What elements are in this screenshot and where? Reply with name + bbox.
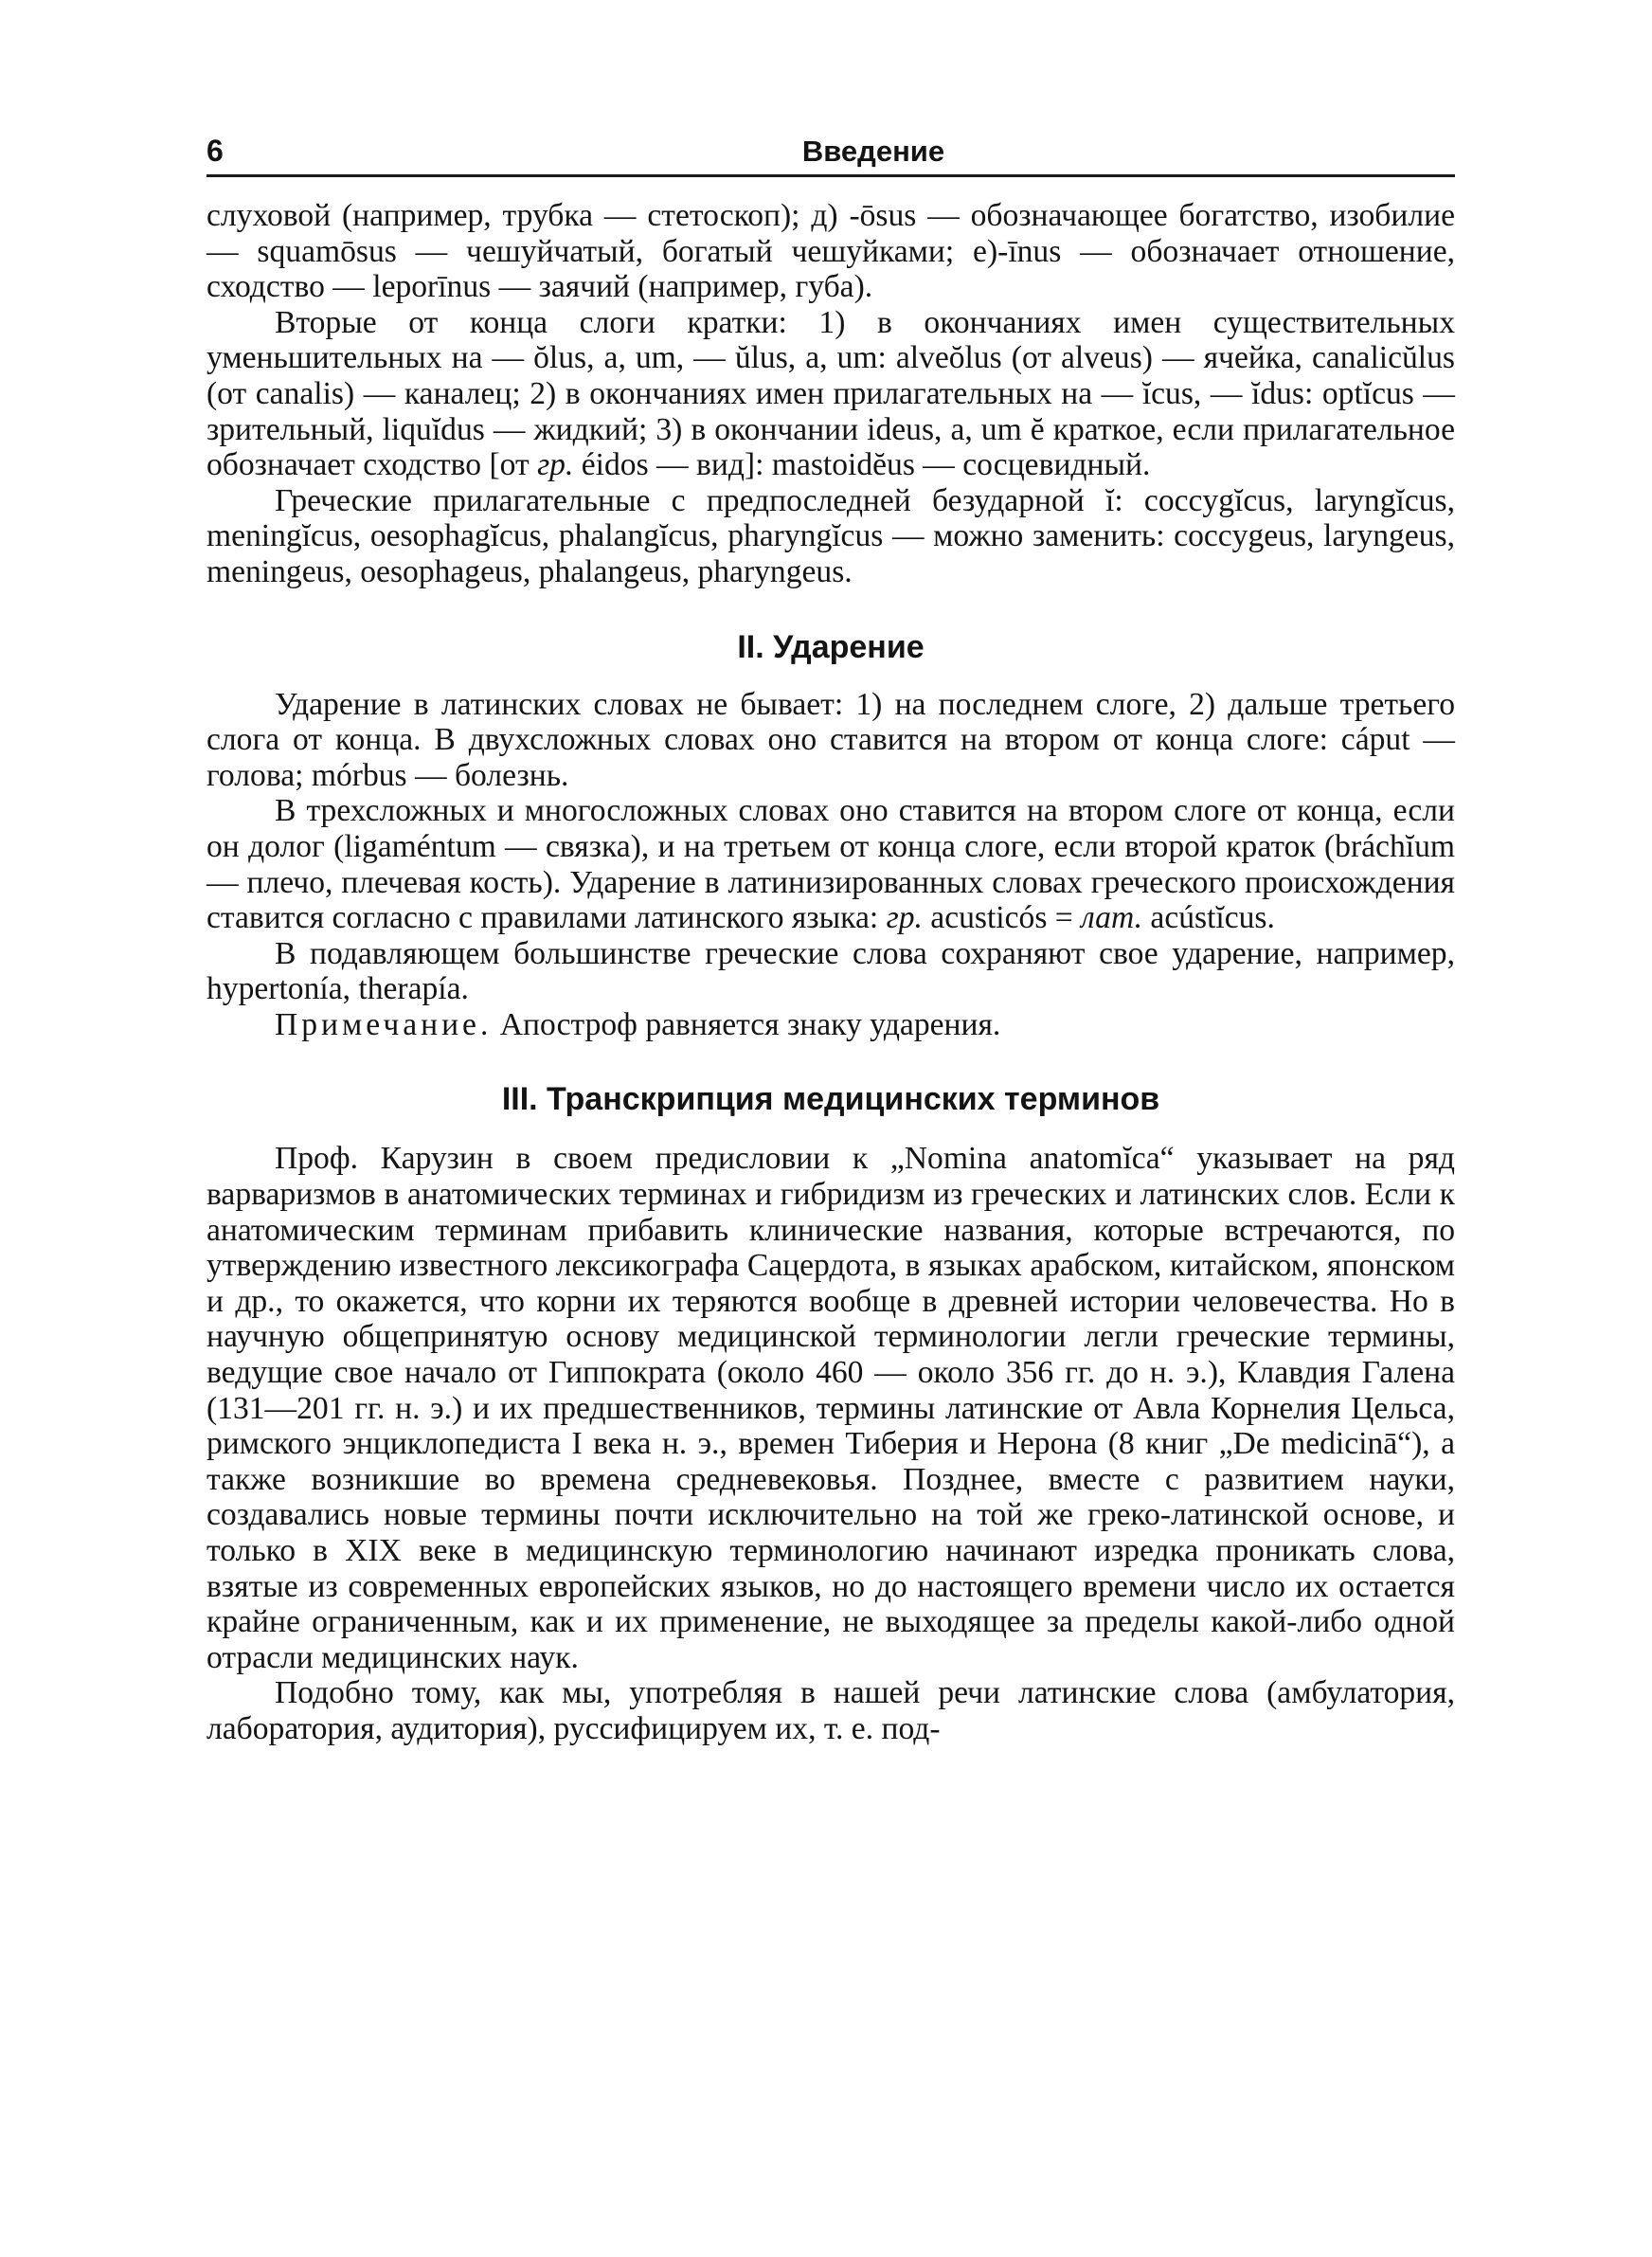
short-syllables-text-1: Вторые от конца слоги кратки: 1) в окончаниях имен существительных уменьшительных на — ŏlus, a, um, — ŭlus, a, um: alveŏlus (от alveus) — ячейка, canalicŭlus (от canalis) — каналец; 2) в окончаниях имен прилагательных на — ĭcus, — ĭdus: optĭcus — зрительный, liquĭdus — жидкий; 3) в окончании ideus, a, um ĕ краткое, если прилагательное обозначает сходство [от [206,304,1455,483]
section-heading-stress: II. Ударение [737,628,925,665]
book-page [206,125,1455,1747]
stress-rules-paragraph: Ударение в латинских словах не бывает: 1) на последнем слоге, 2) дальше третьего слога от конца. В двухсложных словах оно ставится на втором от конца слоге: cáput — голова; mórbus — болезнь. [206,686,1455,793]
greek-adjectives-paragraph: Греческие прилагательные с предпоследней безударной ĭ: coccygĭcus, laryngĭcus, meningĭcus, oesophagĭcus, phalangĭcus, pharyngĭcus — можно заменить: coccygeus, laryngeus, meningeus, oesophageus, phalangeus, pharyngeus. [206,482,1455,589]
running-head [206,125,1455,177]
russification-paragraph: Подобно тому, как мы, употребляя в нашей речи латинские слова (амбулатория, лаборатория, аудитория), руссифицируем их, т. е. под- [206,1675,1455,1746]
short-syllables-paragraph [206,305,1455,483]
polysyllabic-stress-paragraph [206,793,1455,935]
short-syllables-text-2: éidos — вид]: mastoidĕus — сосцевидный. [573,447,1151,483]
intro-continuation-paragraph: слуховой (например, трубка — стетоскоп); д) -ōsus — обозначающее богатство, изобилие — squamōsus — чешуйчатый, богатый чешуйками; е)-īnus — обозначает отношение, сходство — leporīnus — заячий (например, губа). [206,198,1455,305]
transcription-paragraph: Проф. Карузин в своем предисловии к „Nomina anatomĭca“ указывает на ряд варваризмов в анатомических терминах и гибридизм из греческих и латинских слов. Если к анатомическим терминам прибавить клинические названия, которые встречаются, по утверждению известного лексикографа Сацердота, в языках арабском, китайском, японском и др., то окажется, что корни их теряются вообще в древней истории человечества. Но в научную общепринятую основу медицинской терминологии легли греческие термины, ведущие свое начало от Гиппократа (около 460 — около 356 гг. до н. э.), Клавдия Галена (131—201 гг. н. э.) и их предшественников, термины латинские от Авла Корнелия Цельса, римского энциклопедиста I века н. э., времен Тиберия и Нерона (8 книг „De medicinā“), а также возникшие во времена средневековья. Позднее, вместе с развитием науки, создавались новые термины почти исключительно на той же греко-латинской основе, и только в XIX веке в медицинскую терминологию начинают изредка проникать слова, взятые из современных европейских языков, но до настоящего времени число их остается крайне ограниченным, как и их применение, не выходящее за пределы какой-либо одной отрасли медицинских наук. [206,1141,1455,1675]
latin-abbrev: лат. [1081,900,1143,936]
greek-abbrev: гр. [537,447,574,483]
greek-abbrev: гр. [886,900,923,936]
note-paragraph [206,1007,1455,1043]
polysyllabic-text-3: acústĭcus. [1142,900,1275,936]
page-number: 6 [206,134,224,168]
greek-stress-paragraph: В подавляющем большинстве греческие слова сохраняют свое ударение, например, hypertonía, therapía. [206,935,1455,1007]
polysyllabic-text-1: В трехсложных и многосложных словах оно ставится на втором слоге от конца, если он долог (ligaméntum — связка), и на третьем от конца слоге, если второй краток (bráchĭum — плечо, плечевая кость). Ударение в латинизированных словах греческого происхождения ставится согласно с правилами латинского языка: [206,793,1455,936]
note-label: Примечание. [275,1006,493,1042]
note-text: Апостроф равняется знаку ударения. [492,1006,1001,1042]
body-text [206,198,1455,1747]
running-title: Введение [801,135,945,168]
polysyllabic-text-2: acusticós = [922,900,1082,936]
section-heading-transcription: III. Транскрипция медицинских терминов [501,1081,1160,1118]
